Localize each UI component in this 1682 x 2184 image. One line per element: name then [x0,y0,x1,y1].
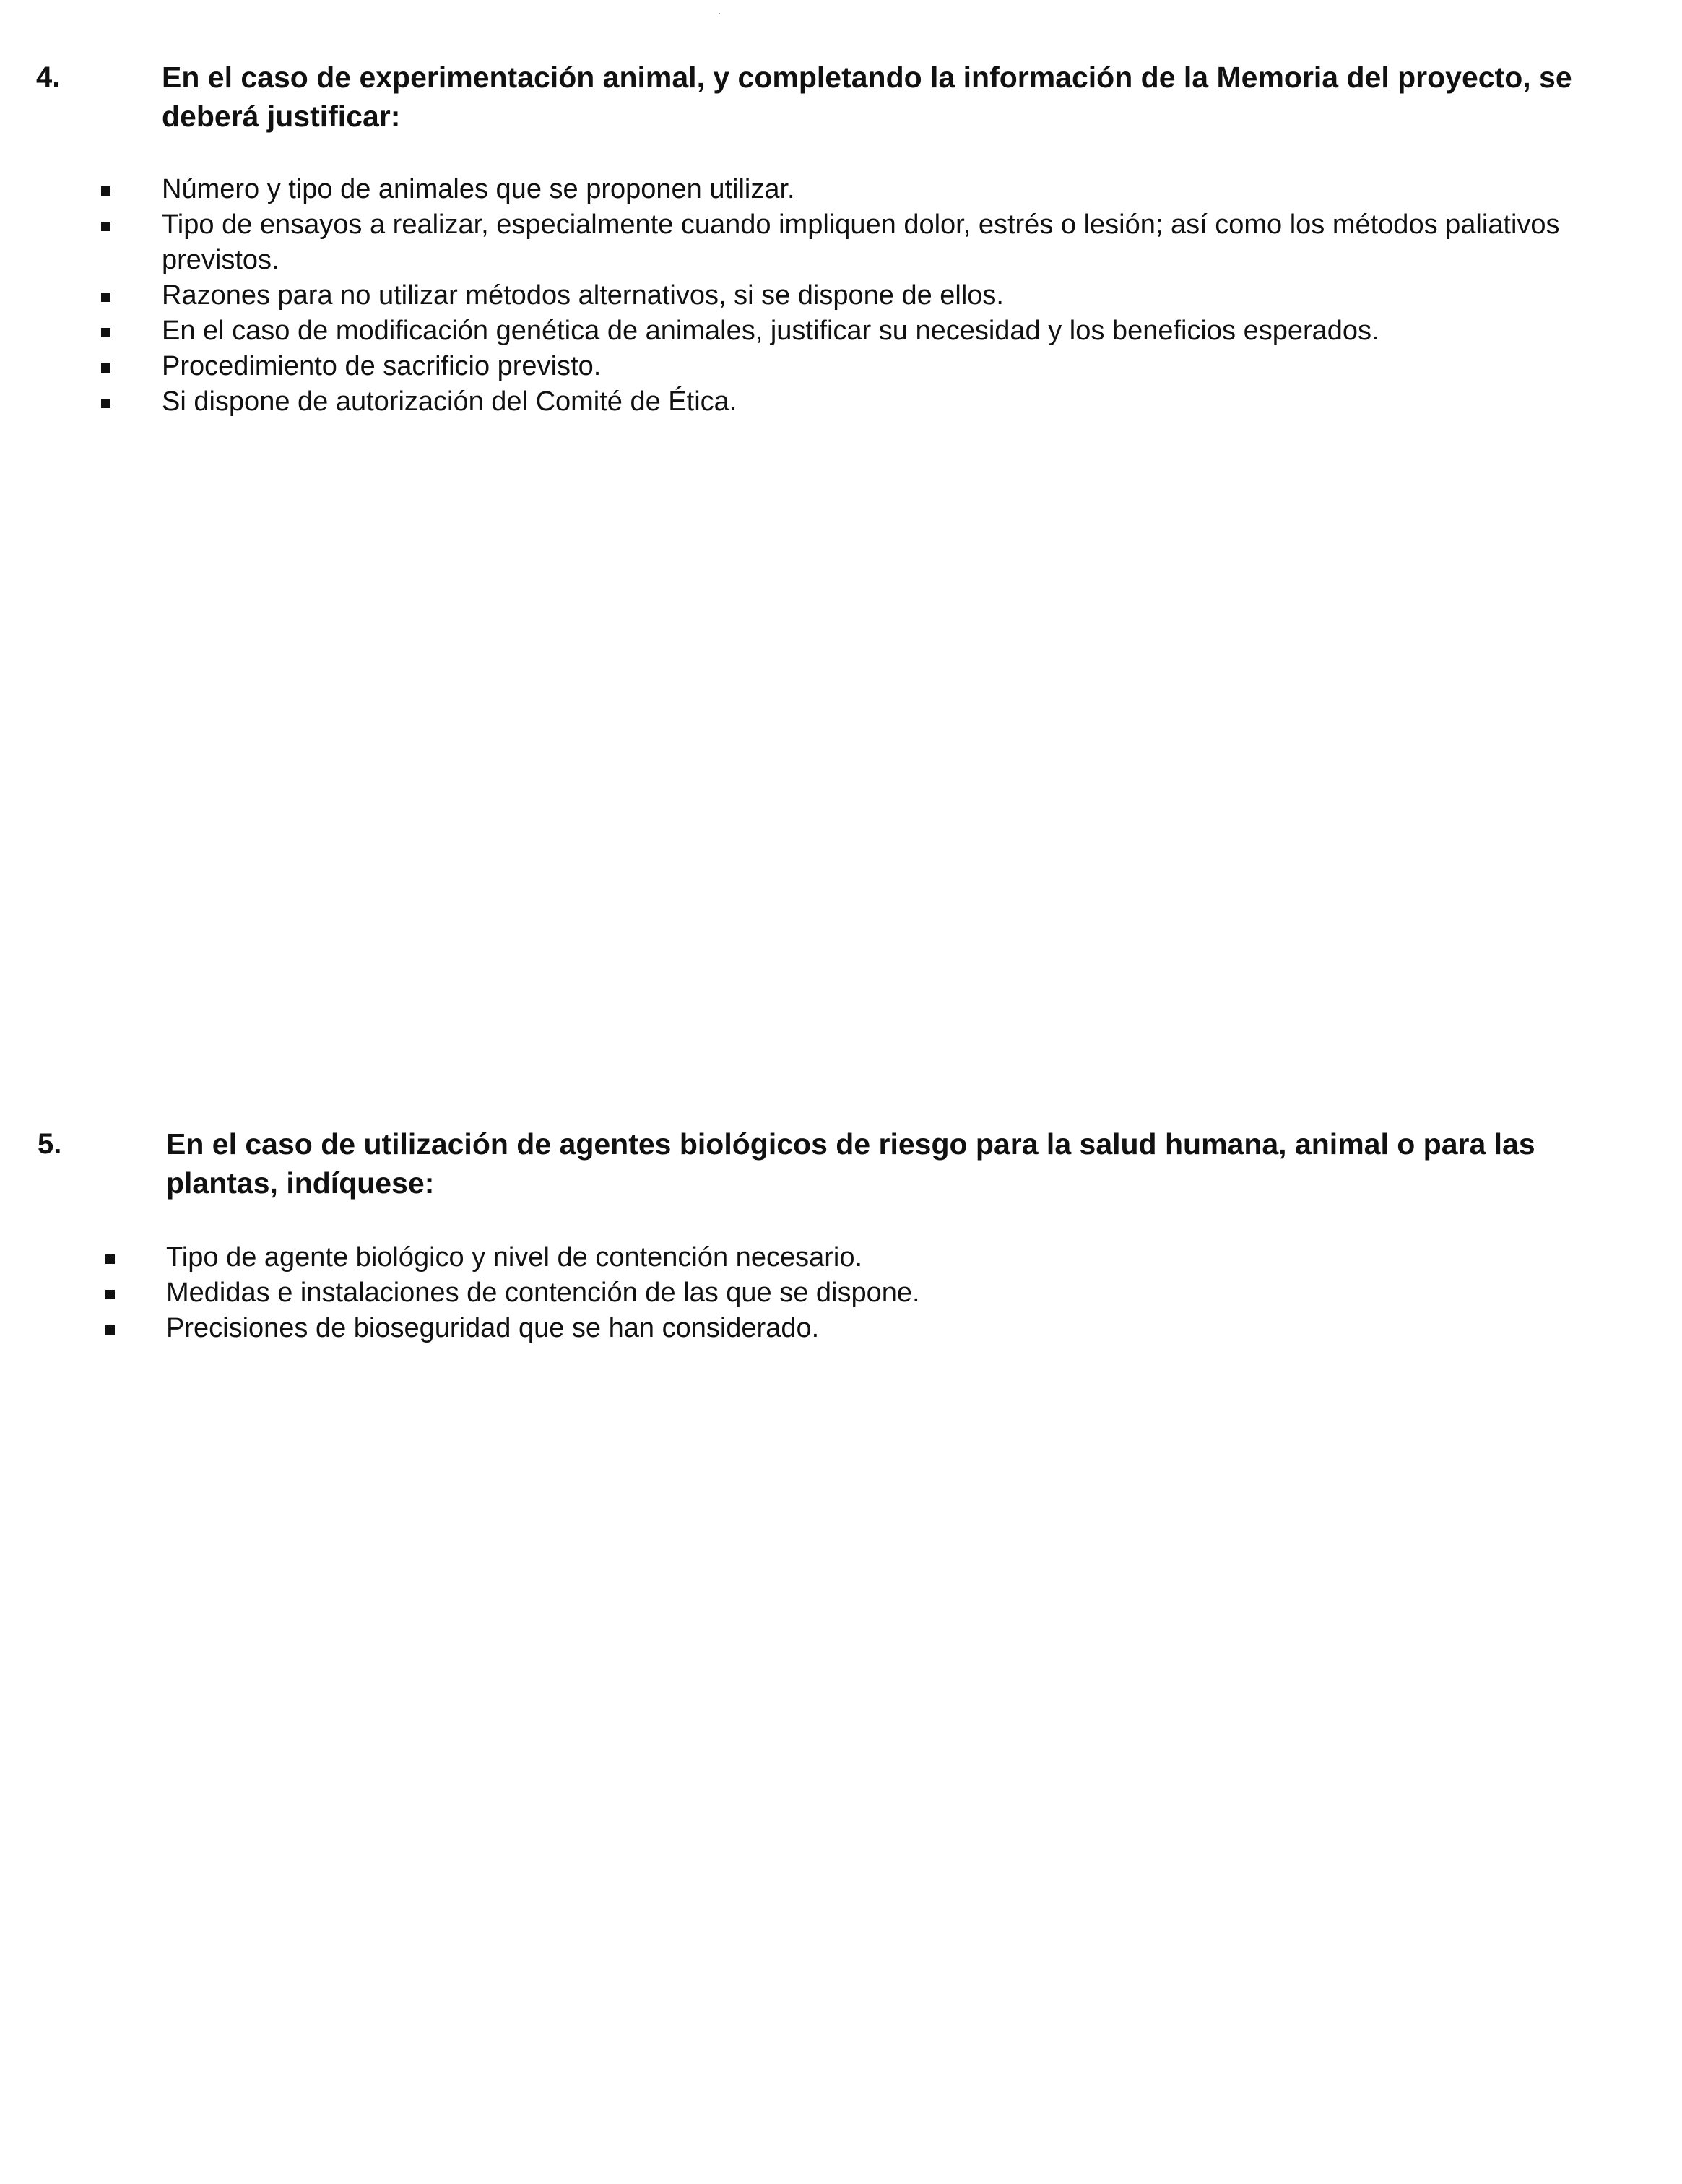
square-bullet-icon [101,399,110,408]
scan-speck [719,13,720,14]
section-title: En el caso de experimentación animal, y completando la información de la Memoria del proyecto, se deberá justificar: [162,61,1572,133]
list-item-text: Procedimiento de sacrificio previsto. [162,351,602,381]
list-item [162,207,1650,278]
section-number: 5. [38,1128,62,1160]
list-item [162,313,1650,349]
bullet-list [166,1240,1654,1346]
bullet-list [162,172,1650,420]
list-item-text: Tipo de ensayos a realizar, especialmente cuando impliquen dolor, estrés o lesión; así como los métodos paliativos previstos. [162,209,1560,275]
list-item [162,278,1650,313]
square-bullet-icon [101,186,110,196]
list-item [162,384,1650,420]
square-bullet-icon [105,1290,115,1299]
square-bullet-icon [101,222,110,231]
list-item [166,1275,1654,1311]
list-item [162,349,1650,384]
square-bullet-icon [101,328,110,337]
square-bullet-icon [105,1325,115,1335]
list-item-text: Medidas e instalaciones de contención de las que se dispone. [166,1278,920,1308]
list-item-text: En el caso de modificación genética de animales, justificar su necesidad y los beneficios esperados. [162,316,1379,346]
list-item-text: Precisiones de bioseguridad que se han considerado. [166,1313,820,1343]
square-bullet-icon [101,292,110,302]
list-item-text: Número y tipo de animales que se proponen utilizar. [162,174,795,204]
list-item-text: Razones para no utilizar métodos alternativos, si se dispone de ellos. [162,280,1004,311]
list-item-text: Si dispone de autorización del Comité de Ética. [162,386,737,417]
list-item [162,172,1650,207]
square-bullet-icon [105,1254,115,1264]
square-bullet-icon [101,363,110,373]
section-title: En el caso de utilización de agentes biológicos de riesgo para la salud humana, animal o para las plantas, indíquese: [166,1127,1535,1200]
section-number: 4. [36,61,61,93]
list-item-text: Tipo de agente biológico y nivel de contención necesario. [166,1242,863,1273]
list-item [166,1240,1654,1275]
list-item [166,1311,1654,1346]
